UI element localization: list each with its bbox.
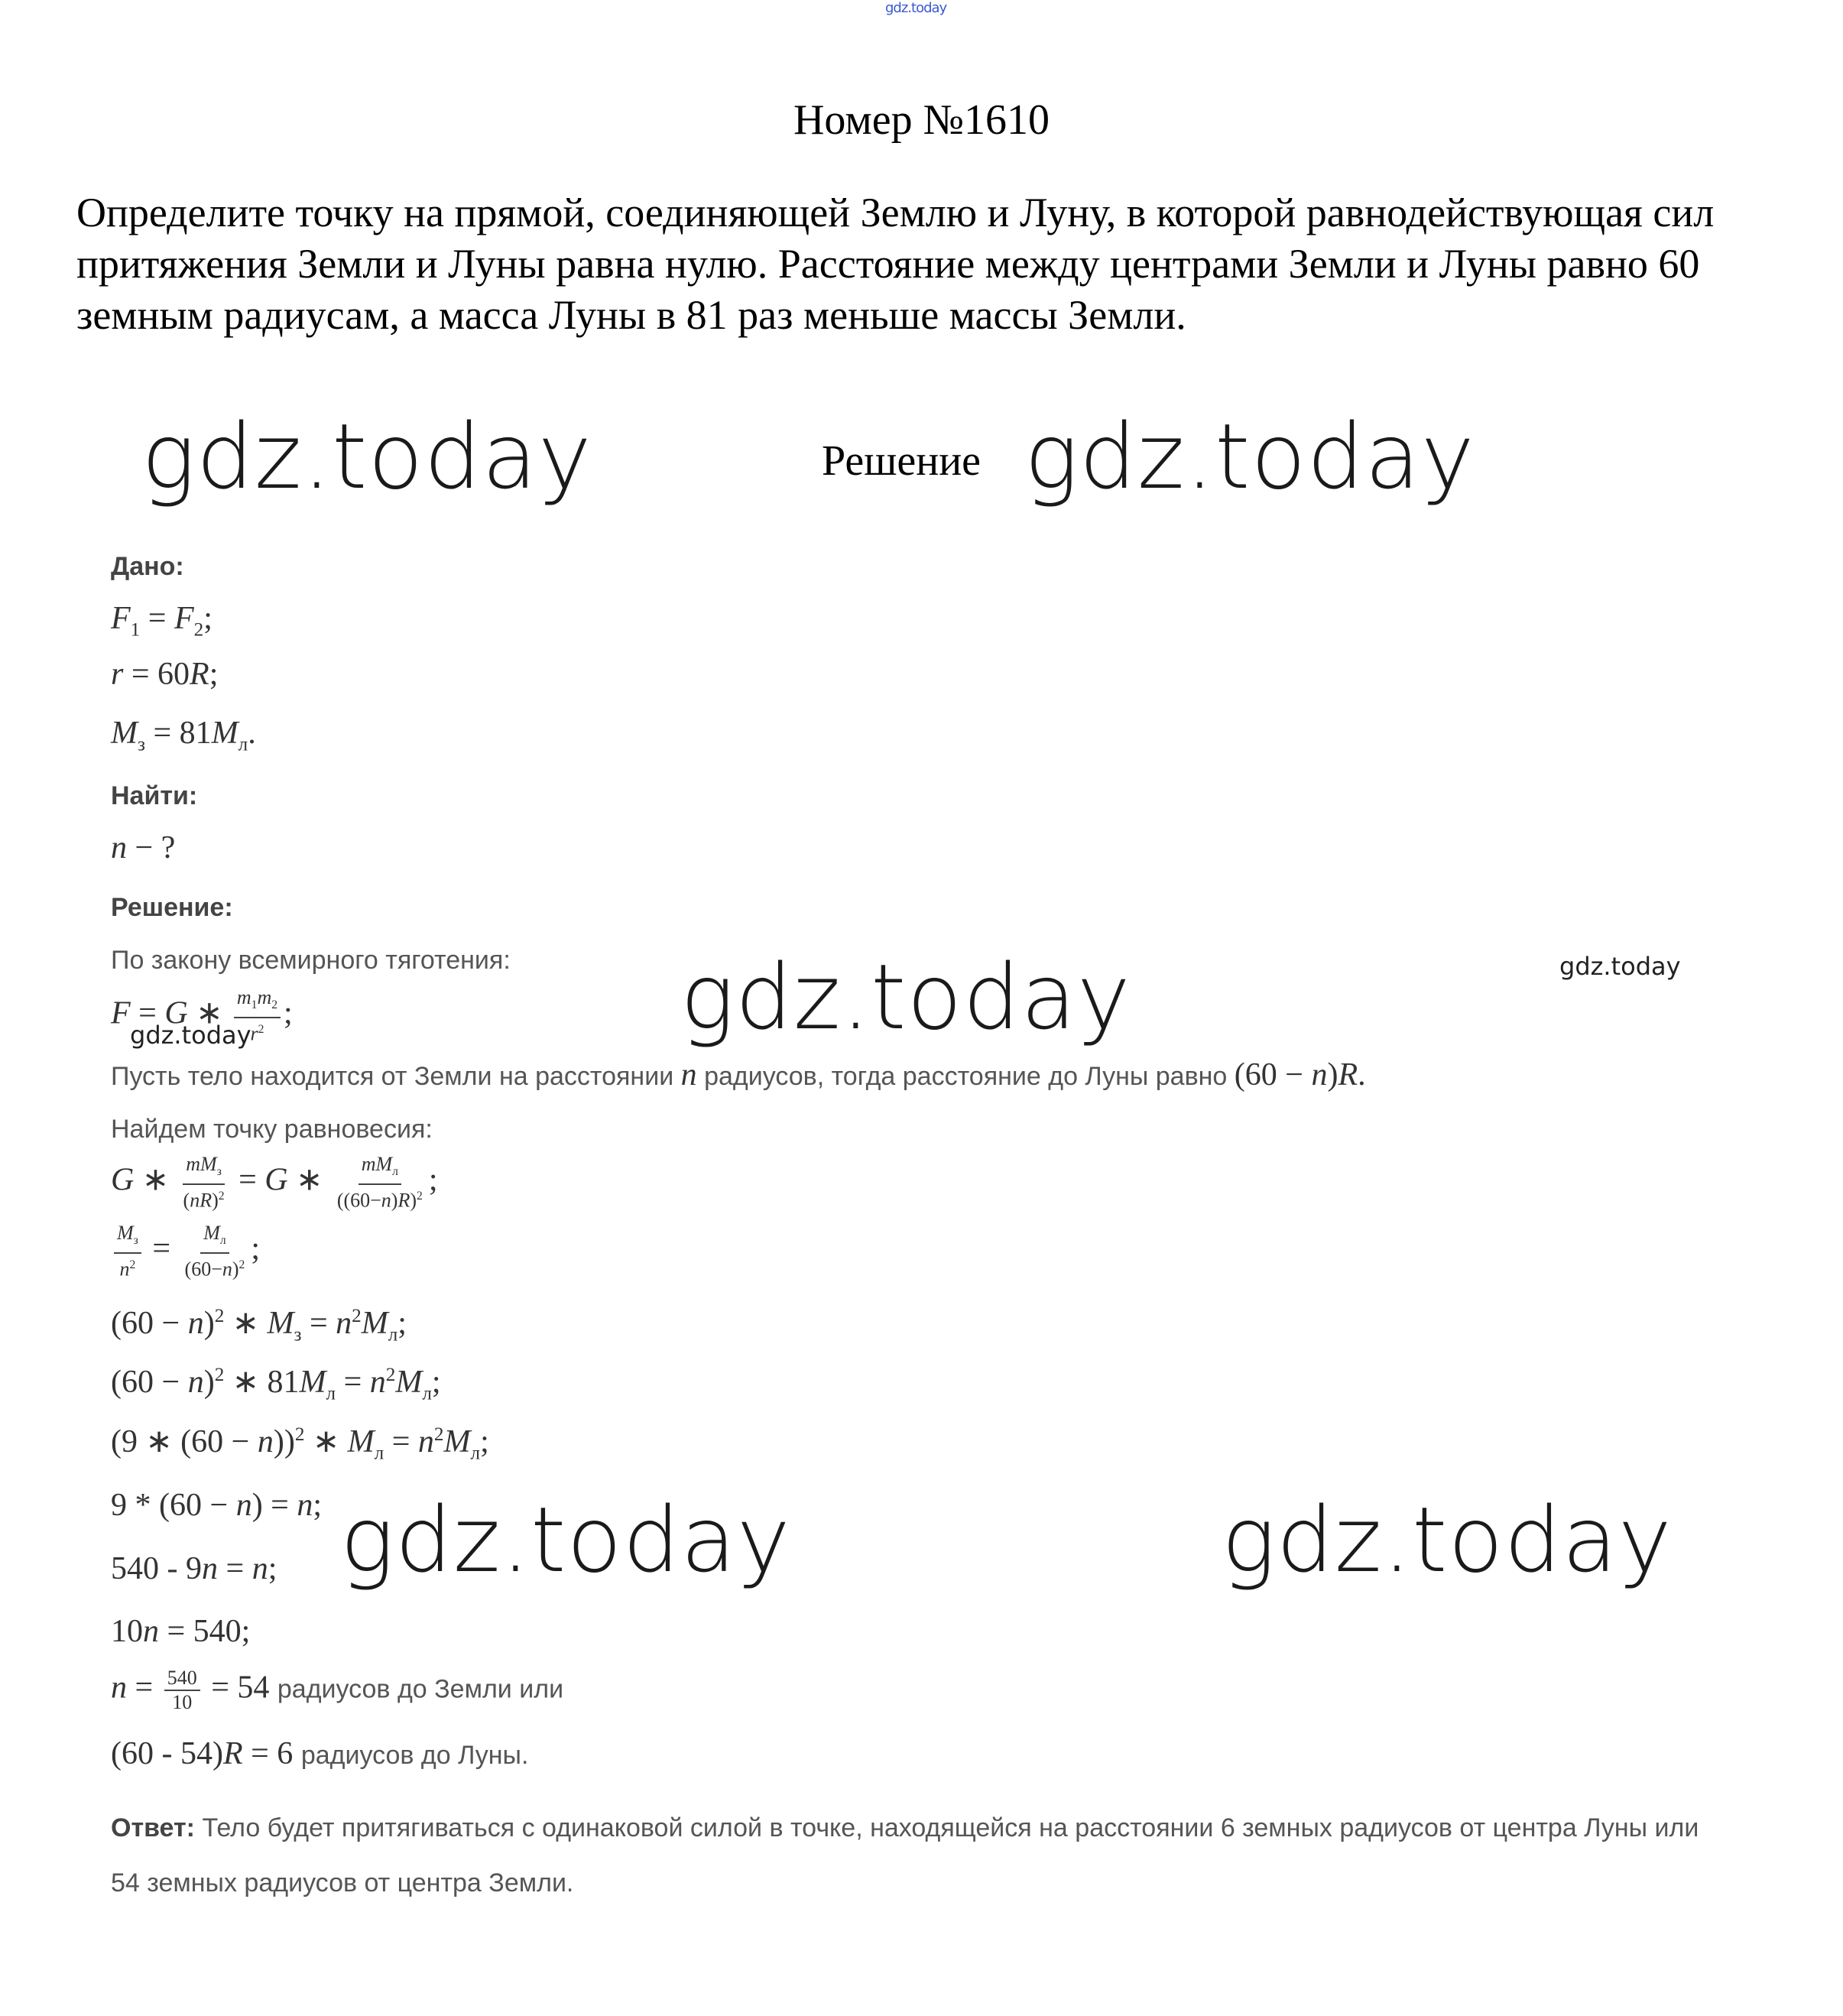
solution-heading: Решение: [822, 437, 982, 485]
watermark: gdz.today: [680, 944, 1131, 1050]
equation-7: 540 - 9n = n;: [111, 1551, 277, 1586]
given-formula-2: r = 60R;: [111, 657, 219, 692]
law-text: По закону всемирного тяготения:: [111, 946, 511, 975]
equation-4: $(60 - n)^2$ ∗ $81M_л = n^2M_л$;: [111, 1365, 441, 1404]
watermark-top: gdz.today: [885, 0, 947, 16]
equation-10: (60 - 54)R = 6 радиусов до Луны.: [111, 1736, 529, 1771]
gravity-formula: F = G ∗ $\frac{m_1m_2}{r^2}$ ;: [111, 986, 293, 1045]
problem-statement: Определите точку на прямой, соединяющей Землю и Луну, в которой равнодействующая сил притяжения Земли и Луны равна нулю. Расстояние между центрами Земли и Луны равно 60 земным радиусам, а масса Луны в 81 раз меньше массы Земли.: [76, 190, 1715, 338]
find-point-text: Найдем точку равновесия:: [111, 1115, 433, 1144]
page-title: Номер №1610: [793, 96, 1050, 144]
watermark-small: gdz.today: [1559, 952, 1681, 981]
given-label: Дано:: [111, 552, 184, 581]
given-formula-1: $F_1 = F_2$;: [111, 601, 213, 641]
equation-3: $(60 - n)^2$ ∗ $M_з = n^2M_л$;: [111, 1306, 407, 1346]
watermark: gdz.today: [340, 1487, 791, 1592]
watermark-small: gdz.today: [130, 1021, 251, 1050]
watermark: gdz.today: [1024, 404, 1475, 509]
given-formula-3: $M_з = 81M_л$.: [111, 716, 256, 755]
equation-8: 10n = 540;: [111, 1614, 251, 1649]
suppose-text: Пусть тело находится от Земли на расстоянии n радиусов, тогда расстояние до Луны равно (60 − n)R.: [111, 1057, 1366, 1092]
equation-6: 9 * (60 − n) = n;: [111, 1488, 323, 1523]
equation-9: n = $\frac{540}{10}$ = 54 радиусов до Земли или: [111, 1667, 564, 1713]
answer: Ответ: Тело будет притягиваться с одинаковой силой в точке, находящейся на расстоянии 6 земных радиусов от центра Луны или 54 земных радиусов от центра Земли.: [111, 1813, 1699, 1898]
solution-label: Решение:: [111, 893, 233, 922]
equation-2: $\frac{M_з}{n^2}$ = $\frac{M_л}{(60-n)^2}$ ;: [111, 1222, 260, 1281]
equation-5: (9 ∗ (60 − n))$^2$ ∗ $M_л = n^2M_л$;: [111, 1424, 489, 1464]
find-label: Найти:: [111, 781, 198, 810]
watermark: gdz.today: [1222, 1487, 1673, 1592]
equation-1: G ∗ $\frac{mM_з}{(nR)^2}$ = G ∗ $\frac{mM_л}{((60-n)R)^2}$ ;: [111, 1153, 438, 1212]
find-formula: n − ?: [111, 830, 176, 865]
watermark: gdz.today: [141, 404, 592, 509]
